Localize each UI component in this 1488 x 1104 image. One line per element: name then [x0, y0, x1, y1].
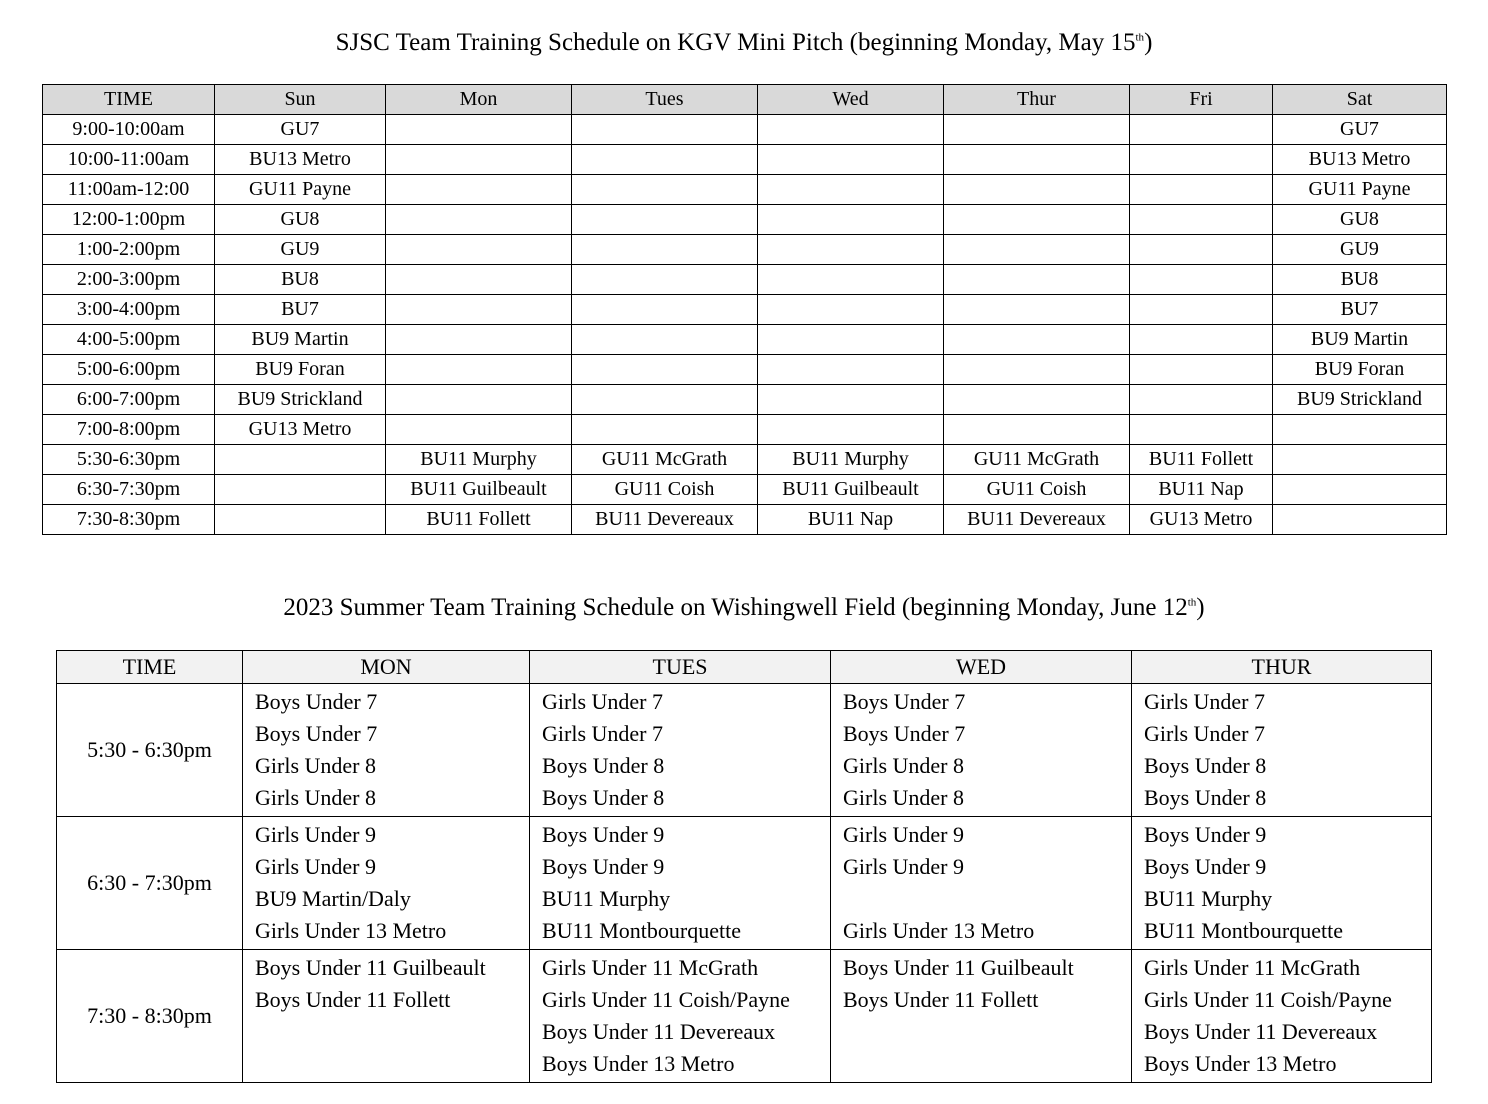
schedule1-cell-wed — [758, 415, 944, 445]
schedule1-row — [43, 115, 1447, 145]
schedule1-cell-time: 2:00-3:00pm — [43, 265, 215, 295]
schedule2-team-entry: BU11 Murphy — [542, 886, 671, 911]
schedule2-team-entry: Boys Under 11 Devereaux — [542, 1019, 776, 1044]
schedule1-cell-sun: GU13 Metro — [215, 415, 386, 445]
schedule1-row — [43, 175, 1447, 205]
schedule2-cell-mon — [243, 950, 530, 1083]
schedule2-slot-row — [57, 684, 1432, 817]
schedule1-cell-thur — [944, 145, 1130, 175]
schedule1-cell-tues — [572, 145, 758, 175]
schedule2-cell-wed — [831, 817, 1132, 950]
schedule2-team-entry: Girls Under 9 — [255, 854, 376, 879]
schedule2-team-entry: BU11 Montbourquette — [1144, 918, 1343, 943]
schedule1-cell-wed — [758, 145, 944, 175]
schedule1-cell-sun: BU7 — [215, 295, 386, 325]
schedule2-team-entry: Boys Under 11 Follett — [843, 987, 1039, 1012]
schedule1-cell-mon: BU11 Murphy — [386, 445, 572, 475]
schedule2-team-entry: Girls Under 7 — [542, 689, 663, 714]
schedule1-cell-sat: BU8 — [1273, 265, 1447, 295]
schedule1-cell-sat: BU9 Martin — [1273, 325, 1447, 355]
schedule1-cell-sat — [1273, 445, 1447, 475]
schedule1-cell-thur: GU11 Coish — [944, 475, 1130, 505]
schedule1-cell-tues: GU11 McGrath — [572, 445, 758, 475]
schedule1-cell-sat: BU13 Metro — [1273, 145, 1447, 175]
schedule1-cell-tues — [572, 355, 758, 385]
schedule2-title-close: ) — [1196, 594, 1205, 621]
schedule1-cell-fri — [1130, 265, 1273, 295]
schedule1-body — [43, 115, 1447, 535]
schedule1-row — [43, 235, 1447, 265]
schedule1-cell-tues — [572, 235, 758, 265]
schedule1-cell-time: 10:00-11:00am — [43, 145, 215, 175]
schedule2-team-entry: BU11 Murphy — [1144, 886, 1273, 911]
schedule1-cell-mon — [386, 325, 572, 355]
schedule1-cell-wed — [758, 205, 944, 235]
schedule2-team-entry: Boys Under 11 Follett — [255, 987, 451, 1012]
schedule1-cell-tues — [572, 295, 758, 325]
schedule2-header-row — [57, 651, 1432, 684]
schedule2-title — [0, 593, 1488, 623]
schedule1-row — [43, 445, 1447, 475]
schedule1-cell-sat: GU8 — [1273, 205, 1447, 235]
schedule2-team-entry: Boys Under 13 Metro — [1144, 1051, 1337, 1076]
schedule1-cell-mon — [386, 385, 572, 415]
schedule1-cell-mon — [386, 265, 572, 295]
schedule2-team-entry: Boys Under 8 — [1144, 785, 1267, 810]
schedule1-cell-tues — [572, 115, 758, 145]
schedule1-cell-sun — [215, 475, 386, 505]
schedule1-cell-thur — [944, 235, 1130, 265]
schedule2-cell-tues — [530, 817, 831, 950]
schedule1-cell-wed: BU11 Nap — [758, 505, 944, 535]
schedule2-team-entry — [843, 1048, 1131, 1080]
schedule1-cell-fri — [1130, 145, 1273, 175]
schedule2-team-entry: Boys Under 11 Guilbeault — [843, 955, 1074, 980]
schedule1-row — [43, 385, 1447, 415]
schedule1-title-superscript: th — [1135, 31, 1145, 44]
schedule1-cell-time: 4:00-5:00pm — [43, 325, 215, 355]
schedule2-team-entry: Girls Under 9 — [843, 854, 964, 879]
schedule2-header-time: TIME — [57, 651, 243, 684]
schedule1-cell-fri — [1130, 415, 1273, 445]
schedule1-cell-mon — [386, 235, 572, 265]
schedule1-cell-sun — [215, 505, 386, 535]
schedule2-team-entry — [843, 883, 1131, 915]
schedule2-body — [57, 684, 1432, 1083]
schedule1-cell-time: 7:00-8:00pm — [43, 415, 215, 445]
schedule1-cell-mon: BU11 Follett — [386, 505, 572, 535]
schedule1-cell-mon — [386, 295, 572, 325]
schedule2-header-wed: WED — [831, 651, 1132, 684]
schedule1-cell-wed: BU11 Guilbeault — [758, 475, 944, 505]
schedule1-cell-time: 11:00am-12:00 — [43, 175, 215, 205]
schedule1-cell-sun: GU7 — [215, 115, 386, 145]
schedule2-team-entry: Girls Under 13 Metro — [255, 918, 447, 943]
schedule1-cell-thur — [944, 355, 1130, 385]
schedule1-cell-tues: BU11 Devereaux — [572, 505, 758, 535]
schedule1-cell-thur — [944, 115, 1130, 145]
schedule1-cell-sat: BU7 — [1273, 295, 1447, 325]
schedule2-cell-thur — [1132, 684, 1432, 817]
schedule2-cell-mon — [243, 684, 530, 817]
schedule1-cell-sun: BU9 Martin — [215, 325, 386, 355]
schedule2-team-entry: Girls Under 7 — [1144, 721, 1265, 746]
schedule1-header-mon: Mon — [386, 85, 572, 115]
schedule2-team-entry: Girls Under 8 — [843, 753, 964, 778]
schedule1-cell-fri: GU13 Metro — [1130, 505, 1273, 535]
schedule1-header-fri: Fri — [1130, 85, 1273, 115]
schedule2-team-entry: Boys Under 7 — [255, 721, 378, 746]
schedule2-time-cell: 6:30 - 7:30pm — [57, 817, 243, 950]
schedule1-cell-fri: BU11 Nap — [1130, 475, 1273, 505]
schedule1-cell-fri — [1130, 385, 1273, 415]
schedule1-cell-wed — [758, 295, 944, 325]
schedule1-cell-time: 5:00-6:00pm — [43, 355, 215, 385]
schedule1-cell-sat: GU11 Payne — [1273, 175, 1447, 205]
schedule2-title-text: 2023 Summer Team Training Schedule on Wishingwell Field (beginning Monday, June 12 — [283, 594, 1188, 621]
schedule2-team-entry: Boys Under 11 Guilbeault — [255, 955, 486, 980]
schedule1-cell-time: 1:00-2:00pm — [43, 235, 215, 265]
schedule1-header-sat: Sat — [1273, 85, 1447, 115]
schedule1-cell-tues — [572, 325, 758, 355]
schedule1-header-row — [43, 85, 1447, 115]
schedule2-time-cell: 5:30 - 6:30pm — [57, 684, 243, 817]
schedule1-cell-sun: BU9 Strickland — [215, 385, 386, 415]
schedule1-cell-fri — [1130, 355, 1273, 385]
schedule2-team-entry: Girls Under 7 — [542, 721, 663, 746]
schedule1-cell-sat — [1273, 415, 1447, 445]
schedule1-row — [43, 145, 1447, 175]
schedule1-cell-sun — [215, 445, 386, 475]
schedule1-cell-mon — [386, 145, 572, 175]
schedule1-cell-wed — [758, 115, 944, 145]
schedule1-cell-wed: BU11 Murphy — [758, 445, 944, 475]
schedule2-team-entry: Boys Under 7 — [843, 721, 966, 746]
schedule1-row — [43, 355, 1447, 385]
schedule2-team-entry: Boys Under 8 — [542, 785, 665, 810]
schedule1-cell-thur — [944, 175, 1130, 205]
schedule1-row — [43, 325, 1447, 355]
schedule1-cell-sun: BU9 Foran — [215, 355, 386, 385]
schedule1-cell-wed — [758, 325, 944, 355]
schedule2-header-mon: MON — [243, 651, 530, 684]
schedule1-cell-sun: GU9 — [215, 235, 386, 265]
schedule2-header-tues: TUES — [530, 651, 831, 684]
schedule2-team-entry: Boys Under 11 Devereaux — [1144, 1019, 1378, 1044]
schedule1-cell-sat: GU9 — [1273, 235, 1447, 265]
schedule1-cell-fri — [1130, 205, 1273, 235]
schedule1-cell-thur — [944, 265, 1130, 295]
schedule2-time-cell: 7:30 - 8:30pm — [57, 950, 243, 1083]
schedule1-cell-fri: BU11 Follett — [1130, 445, 1273, 475]
schedule1-cell-tues — [572, 175, 758, 205]
schedule1-cell-fri — [1130, 175, 1273, 205]
schedule2-team-entry: Boys Under 9 — [542, 822, 665, 847]
schedule1-cell-time: 3:00-4:00pm — [43, 295, 215, 325]
schedule1-row — [43, 475, 1447, 505]
schedule1-cell-tues — [572, 265, 758, 295]
schedule1-cell-wed — [758, 385, 944, 415]
schedule2-team-entry: Boys Under 8 — [1144, 753, 1267, 778]
schedule2-team-entry: Boys Under 9 — [1144, 854, 1267, 879]
schedule2-cell-tues — [530, 684, 831, 817]
schedule2-header-thur: THUR — [1132, 651, 1432, 684]
schedule2-team-entry: BU11 Montbourquette — [542, 918, 741, 943]
schedule1-cell-wed — [758, 355, 944, 385]
schedule1-cell-sat: GU7 — [1273, 115, 1447, 145]
schedule1-cell-mon — [386, 205, 572, 235]
schedule1-cell-time: 7:30-8:30pm — [43, 505, 215, 535]
schedule1-cell-wed — [758, 265, 944, 295]
schedule1-header-thur: Thur — [944, 85, 1130, 115]
schedule1-row — [43, 205, 1447, 235]
schedule2-team-entry: Girls Under 11 Coish/Payne — [1144, 987, 1392, 1012]
schedule2-team-entry: Girls Under 11 McGrath — [1144, 955, 1361, 980]
schedule2-cell-mon — [243, 817, 530, 950]
schedule1-cell-mon — [386, 415, 572, 445]
schedule1-cell-mon — [386, 115, 572, 145]
schedule2-cell-wed — [831, 684, 1132, 817]
schedule2-cell-tues — [530, 950, 831, 1083]
schedule1-title-close: ) — [1144, 29, 1153, 56]
schedule2-team-entry: Boys Under 8 — [542, 753, 665, 778]
schedule1-row — [43, 265, 1447, 295]
schedule1-cell-sun: BU13 Metro — [215, 145, 386, 175]
schedule1-cell-thur — [944, 415, 1130, 445]
schedule2-team-entry: Boys Under 9 — [542, 854, 665, 879]
schedule1-cell-time: 6:30-7:30pm — [43, 475, 215, 505]
schedule1-cell-thur — [944, 295, 1130, 325]
schedule1-cell-mon — [386, 355, 572, 385]
schedule1-cell-wed — [758, 235, 944, 265]
schedule1-cell-mon — [386, 175, 572, 205]
schedule1-cell-tues — [572, 415, 758, 445]
schedule1-row — [43, 505, 1447, 535]
schedule1-cell-sun: GU8 — [215, 205, 386, 235]
schedule1-cell-thur: BU11 Devereaux — [944, 505, 1130, 535]
schedule1-table — [42, 84, 1447, 535]
schedule1-row — [43, 415, 1447, 445]
schedule2-cell-thur — [1132, 950, 1432, 1083]
schedule1-cell-tues — [572, 385, 758, 415]
schedule2-team-entry: Girls Under 9 — [843, 822, 964, 847]
schedule1-header-tues: Tues — [572, 85, 758, 115]
schedule2-team-entry: Boys Under 7 — [255, 689, 378, 714]
schedule2-slot-row — [57, 950, 1432, 1083]
schedule1-cell-thur — [944, 385, 1130, 415]
schedule1-cell-time: 9:00-10:00am — [43, 115, 215, 145]
schedule2-team-entry: Girls Under 8 — [843, 785, 964, 810]
schedule2-team-entry: Girls Under 8 — [255, 753, 376, 778]
schedule2-team-entry: Boys Under 9 — [1144, 822, 1267, 847]
schedule2-title-superscript: th — [1187, 596, 1197, 609]
schedule1-cell-thur — [944, 325, 1130, 355]
schedule2-team-entry: Girls Under 9 — [255, 822, 376, 847]
schedule1-cell-fri — [1130, 325, 1273, 355]
schedule1-cell-time: 6:00-7:00pm — [43, 385, 215, 415]
schedule1-cell-fri — [1130, 295, 1273, 325]
schedule1-cell-tues — [572, 205, 758, 235]
schedule1-header-time: TIME — [43, 85, 215, 115]
schedule2-team-entry: BU9 Martin/Daly — [255, 886, 411, 911]
schedule2-team-entry: Boys Under 13 Metro — [542, 1051, 735, 1076]
schedule1-cell-thur: GU11 McGrath — [944, 445, 1130, 475]
schedule1-cell-sat — [1273, 475, 1447, 505]
schedule1-cell-sat: BU9 Foran — [1273, 355, 1447, 385]
schedule1-header-wed: Wed — [758, 85, 944, 115]
schedule1-cell-sat: BU9 Strickland — [1273, 385, 1447, 415]
schedule1-cell-mon: BU11 Guilbeault — [386, 475, 572, 505]
schedule2-team-entry — [255, 1048, 529, 1080]
schedule1-cell-fri — [1130, 235, 1273, 265]
schedule1-header-sun: Sun — [215, 85, 386, 115]
schedule1-cell-wed — [758, 175, 944, 205]
schedule1-title-text: SJSC Team Training Schedule on KGV Mini Pitch (beginning Monday, May 15 — [335, 29, 1136, 56]
schedule1-cell-sun: BU8 — [215, 265, 386, 295]
schedule2-cell-wed — [831, 950, 1132, 1083]
schedule2-team-entry: Girls Under 11 McGrath — [542, 955, 759, 980]
schedule2-team-entry: Girls Under 7 — [1144, 689, 1265, 714]
schedule2-team-entry: Girls Under 11 Coish/Payne — [542, 987, 790, 1012]
schedule1-row — [43, 295, 1447, 325]
schedule2-table — [56, 650, 1432, 1083]
schedule1-cell-time: 12:00-1:00pm — [43, 205, 215, 235]
schedule2-cell-thur — [1132, 817, 1432, 950]
schedule2-team-entry — [843, 1016, 1131, 1048]
schedule1-cell-tues: GU11 Coish — [572, 475, 758, 505]
schedule2-team-entry: Girls Under 8 — [255, 785, 376, 810]
schedule2-team-entry — [255, 1016, 529, 1048]
schedule1-cell-thur — [944, 205, 1130, 235]
schedule2-slot-row — [57, 817, 1432, 950]
schedule1-cell-fri — [1130, 115, 1273, 145]
schedule1-title — [0, 28, 1488, 58]
schedule1-cell-sat — [1273, 505, 1447, 535]
schedule1-cell-time: 5:30-6:30pm — [43, 445, 215, 475]
schedule1-cell-sun: GU11 Payne — [215, 175, 386, 205]
schedule2-team-entry: Boys Under 7 — [843, 689, 966, 714]
schedule2-team-entry: Girls Under 13 Metro — [843, 918, 1035, 943]
